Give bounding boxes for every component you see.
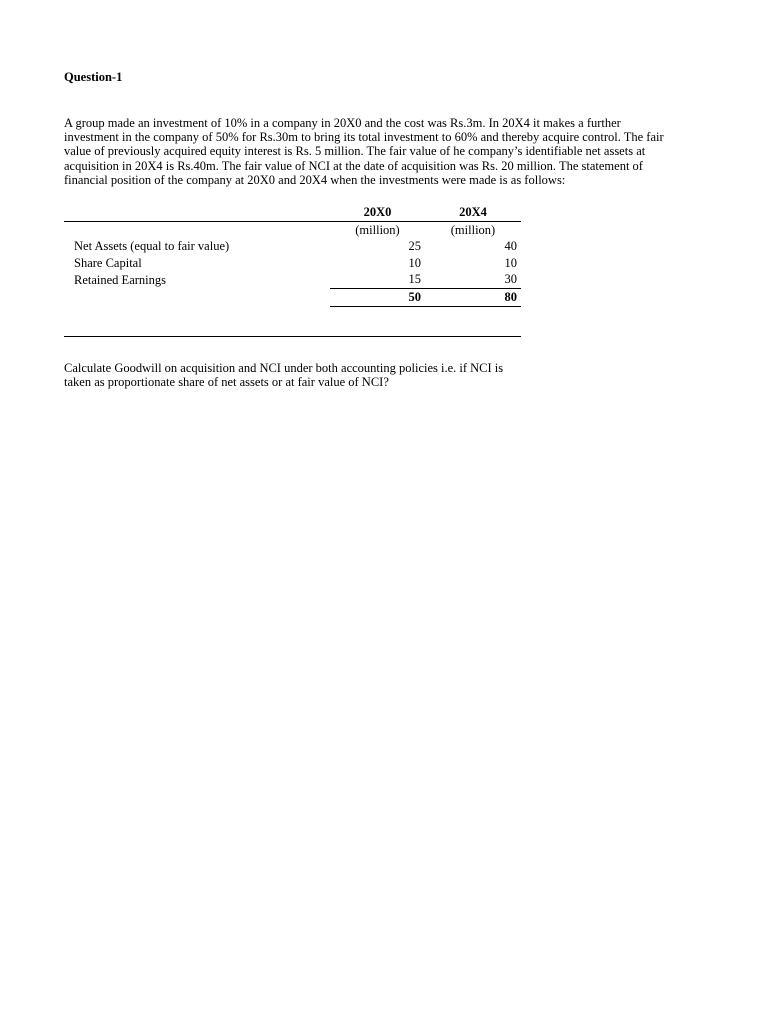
total-20x0: 50 bbox=[330, 288, 425, 306]
column-header-20x4: 20X4 bbox=[425, 204, 521, 221]
question-prompt: Calculate Goodwill on acquisition and NCI under both accounting policies i.e. if NCI is taken as proportionate share of net assets or at fair value of NCI? bbox=[64, 361, 504, 390]
row-value-20x0: 15 bbox=[408, 272, 421, 287]
row-value-20x4: 10 bbox=[504, 255, 517, 270]
section-divider bbox=[64, 336, 521, 337]
row-value-20x0: 25 bbox=[408, 239, 421, 254]
row-label: Share Capital bbox=[74, 255, 142, 270]
table-row bbox=[64, 238, 521, 255]
table-header-row bbox=[64, 204, 521, 221]
financial-position-table bbox=[64, 204, 521, 307]
column-header-20x0: 20X0 bbox=[330, 204, 425, 221]
units-empty bbox=[64, 221, 330, 238]
row-label: Net Assets (equal to fair value) bbox=[74, 239, 230, 254]
row-label: Retained Earnings bbox=[74, 272, 166, 287]
unit-20x4: (million) bbox=[450, 222, 496, 237]
table-units-row bbox=[64, 221, 521, 238]
question-intro-paragraph: A group made an investment of 10% in a company in 20X0 and the cost was Rs.3m. In 20X4 it makes a further investment in the company of 50% for Rs.30m to bring its total investment to 60% and thereby acquire control. The fair value of previously acquired equity interest is Rs. 5 million. The fair value of he company’s identifiable net assets at acquisition in 20X4 is Rs.40m. The fair value of NCI at the date of acquisition was Rs. 20 million. The statement of financial position of the company at 20X0 and 20X4 when the investments were made is as follows: bbox=[64, 116, 664, 187]
table-header-empty bbox=[64, 204, 330, 221]
table-row bbox=[64, 271, 521, 288]
row-value-20x0: 10 bbox=[408, 255, 421, 270]
unit-20x0: (million) bbox=[355, 222, 400, 237]
table-total-row bbox=[64, 288, 521, 306]
row-value-20x4: 30 bbox=[504, 272, 517, 287]
row-value-20x4: 40 bbox=[504, 239, 517, 254]
total-20x4: 80 bbox=[425, 288, 521, 306]
total-label-empty bbox=[64, 288, 330, 306]
table-row bbox=[64, 255, 521, 272]
question-title: Question-1 bbox=[64, 70, 123, 84]
